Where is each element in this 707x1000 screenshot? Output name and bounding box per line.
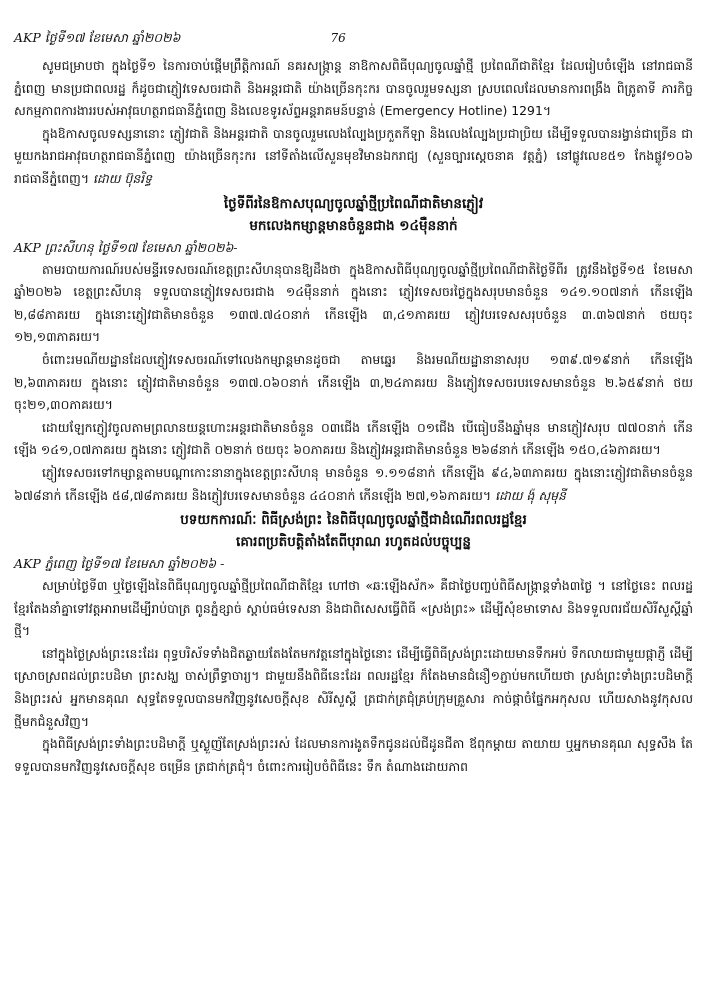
article-3 (14, 509, 693, 778)
article-3-headline (14, 509, 693, 553)
article-2-headline-line-1: ថ្ងៃទីពីរនៃឱកាសបុណ្យចូលឆ្នាំថ្មីប្រពៃណីជាតិមានភ្ញៀវ (223, 195, 484, 212)
page-number: 76 (330, 31, 346, 45)
article-1 (14, 55, 693, 191)
article-2-paragraph-4-text: ភ្ញៀវទេសចរទៅកម្សាន្តតាមបណ្តាកោះនានាក្នុងខេត្តព្រះសីហនុ មានចំនួន ១.១១៨នាក់ កើនឡើង ៩៤,៦៣ភាគរយ ក្នុងនោះភ្ញៀវជាតិមានចំនួន ៦៧៨នាក់ កើនឡើង ៥៨,៧៨ភាគរយ និងភ្ញៀវបរទេសមានចំនួន ៤៤០នាក់ កើនឡើង ២៧,១៦ភាគរយ។ (14, 464, 693, 503)
article-1-byline: ដោយ ប៊ុនរិទ្ធ (92, 170, 152, 186)
article-3-paragraph-1: សម្រាប់ថ្ងៃទី៣ ឬថ្ងៃឡើងនៃពិធីបុណ្យចូលឆ្នាំថ្មីប្រពៃណីជាតិខ្មែរ ហៅថា «ឆៈឡើងស័ក» គឺជាថ្ងៃបញ្ចប់ពិធីសង្រ្កាន្តទាំង៣ថ្ងៃ ។ នៅថ្ងៃនេះ ពលរដ្ឋខ្មែរតែងនាំគ្នាទៅវត្តអារាមដើម្បីរាប់បាត្រ ពូនភ្នំខ្សាច់ ស្តាប់ធម៌ទេសនា និងជាពិសេសធ្វើពិធី «ស្រង់ព្រះ» ដើម្បីសុំខមាទោស និងទទួលពរជ័យសិរីសួស្តីឆ្នាំថ្មី។ (14, 578, 693, 639)
article-2 (14, 193, 693, 508)
article-3-paragraph-3: ក្នុងពិធីស្រង់ព្រះទាំងព្រះបដិមាក្តី ឬស្ងួញ័តែស្រង់ព្រះរស់ ដែលមានការងូតទឹកជូនដល់ជីដូនជីតា ឪពុកម្តាយ តាយាយ ឬអ្នកមានគុណ សុទ្ធសឹង តែទទួលបានមកវិញនូវសេចក្តីសុខ ចម្រើន ត្រជាក់ត្រជុំ។ ចំពោះការរៀបចំពិធីនេះ ទឹក តំណាងដោយភាព (14, 736, 693, 774)
article-3-headline-line-2: គោរពប្រតិបត្តិតាំងតែពីបុរាណ រហូតដល់បច្ចុប្បន្ន (236, 534, 471, 551)
header-dateline: AKP ថ្ងៃទី១៧ ខែមេសា ឆ្នាំ២០២៦ (14, 30, 181, 45)
article-3-dateline: AKP ភ្នំពេញ ថ្ងៃទី១៧ ខែមេសា ឆ្នាំ២០២៦ - (14, 556, 225, 572)
article-2-byline: ដោយ ង៉ុ សុមុនី (495, 487, 566, 503)
article-2-headline-line-2: មកលេងកម្សាន្តមានចំនួនជាង ១៤ម៉ឺននាក់ (249, 217, 458, 234)
article-1-paragraph-2 (14, 123, 693, 191)
article-3-headline-line-1: បទយកការណ៍ៈ ពិធីស្រង់ព្រះ នៃពិធីបុណ្យចូលឆ្នាំថ្មីជាដំណើរពលរដ្ឋខ្មែរ (180, 512, 527, 529)
article-3-paragraph-2: នៅក្នុងថ្ងៃស្រង់ព្រះនេះដែរ ពុទ្ធបរិស័ទទាំងជិតឆ្ងាយតែងតែមកវត្តនៅក្នុងថ្ងៃនោះ ដើម្បីធ្វើពិធីស្រង់ព្រះដោយមានទឹកអប់ ទឹកលាយជាមួយផ្កាភ្ញី ដើម្បីស្រោចស្រពដល់ព្រះបដិមា ព្រះសង្ឃ ចាស់ព្រឹទ្ធាចារ្យ។ ជាមួយនឹងពិធីនេះដែរ ពលរដ្ឋខ្មែរ ក៏តែងមានជំនឿ១ភ្ជាប់មកហើយថា ស្រង់ព្រះទាំងព្រះបដិមាក្តី និងព្រះរស់ អ្នកមានគុណ សុទ្ធតែទទួលបានមកវិញនូវសេចក្តីសុខ សិរីសួស្តី ត្រជាក់ត្រជុំគ្រប់ក្រុមគ្រួសារ កាច់ផ្កាចំផ្នែកអកុសល ហើយសាងនូវកុសលថ្មីមកជំនួសវិញ។ (14, 645, 693, 729)
article-1-paragraph-2-text: ក្នុងឱកាសចូលទស្សនានោះ ភ្ញៀវជាតិ និងអន្តរជាតិ បានចូលរួមលេងល្បែងប្រកួតកីឡា និងលេងល្បែងប្រជាប្រិយ ដើម្បីទទួលបានរង្វាន់ជាច្រើន ជាមួយកងរាជអាវុធហត្ថរាជធានីភ្នំពេញ យ៉ាងច្រើនកុះករ នៅទីតាំងលើសួនមុខវិមានឯករាជ្យ (សួនច្បារស្តេចនាគ វត្តភ្នំ) នៅផ្លូវលេខ៥១ កែងផ្លូវ១០៦ រាជធានីភ្នំពេញ។ (14, 125, 693, 186)
article-2-dateline: AKP ព្រះសីហនុ ថ្ងៃទី១៧ ខែមេសា ឆ្នាំ២០២៦- (14, 239, 238, 255)
article-1-paragraph-1: សូមជម្រាបថា ក្នុងថ្ងៃទី១ នៃការចាប់ផ្ដើមព្រឹត្តិការណ៍ នគរសង្រ្កាន្ត នាឱកាសពិធីបុណ្យចូលឆ្នាំថ្មី ប្រពៃណីជាតិខ្មែរ ដែលរៀបចំឡើង នៅរាជធានីភ្នំពេញ មានប្រជាពលរដ្ឋ ក៏ដូចជាភ្ញៀវទេសចរជាតិ និងអន្តរជាតិ យ៉ាងច្រើនកុះករ បានចូលរួមទស្សនា ស្របពេលដែលមានការពង្រឹង ពិត្រូតាទី ភារកិច្ច សកម្មភាពការងាររបស់អាវុធហត្ថរាជធានីភ្នំពេញ និងលេខទូរស័ព្ទអន្តរាគមន៍បន្ទាន់ (Emergency Hotline) 1291។ (14, 58, 693, 119)
article-2-headline (14, 193, 693, 237)
page-header (14, 30, 693, 49)
article-2-paragraph-1: តាមរបាយការណ៍របស់មន្ទីរទេសចរណ៍ខេត្តព្រះសីហនុបានឱ្យដឹងថា ក្នុងឱកាសពិធីបុណ្យចូលឆ្នាំថ្មីប្រពៃណីជាតិថ្ងៃទីពីរ ត្រូវនឹងថ្ងៃទី១៥ ខែមេសា ឆ្នាំ២០២៦ ខេត្តព្រះសីហនុ ទទួលបានភ្ញៀវទេសចរជាង ១៤ម៉ឺននាក់ ក្នុងនោះ ភ្ញៀវទេសចរថ្ងៃក្នុងសរុបមានចំនួន ១៤១.១០៧នាក់ កើនឡើង ២,៨៨ភាគរយ ក្នុងនោះភ្ញៀវជាតិមានចំនួន ១៣៧.៧៤០នាក់ កើនឡើង ៣,៤១ភាគរយ ភ្ញៀវបរទេសសរុបចំនួន ៣.៣៦៧នាក់ ថយចុះ ១២,១៣ភាគរយ។ (14, 261, 693, 345)
article-2-paragraph-3: ដោយឡែកភ្ញៀវចូលតាមព្រលានយន្តហោះអន្តរជាតិមានចំនួន ០៣ជើង កើនឡើង ០១ជើង បើធៀបនឹងឆ្នាំមុន មានភ្ញៀវសរុប ៧៧០នាក់ កើនឡើង ១៤១,០៧ភាគរយ ក្នុងនោះ ភ្ញៀវជាតិ ០២នាក់ ថយចុះ ៦០ភាគរយ និងភ្ញៀវអន្តរជាតិមានចំនួន ២៦៨នាក់ កើនឡើង ១៥០,៤៦ភាគរយ។ (14, 419, 693, 458)
article-2-paragraph-2: ចំពោះរមណីយដ្ឋានដែលភ្ញៀវទេសចរណ៍ទៅលេងកម្សាន្តមានដូចជា តាមឆ្នេរ និងរមណីយដ្ឋានានាសរុប ១៣៩.៧១៩នាក់ កើនឡើង ២,៦៣ភាគរយ ក្នុងនោះ ភ្ញៀវជាតិមានចំនួន ១៣៧.០៦០នាក់ កើនឡើង ៣,២៤ភាគរយ និងភ្ញៀវទេសចរបរទេសមានចំនួន ២.៦៥៩នាក់ ថយចុះ២១,៣០ភាគរយ។ (14, 351, 693, 413)
article-2-paragraph-4 (14, 462, 693, 507)
